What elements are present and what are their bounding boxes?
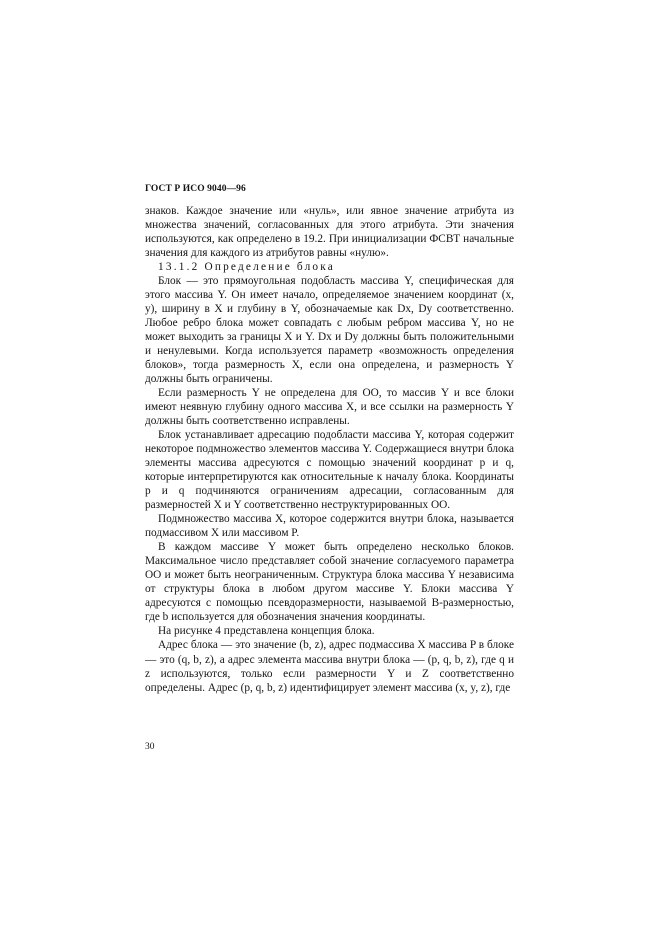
paragraph: На рисунке 4 представлена концепция блока.	[158, 625, 375, 638]
document-body	[145, 204, 514, 695]
paragraph: Если размерность Y не определена для ОО, то массив Y и все блоки имеют неявную глубину одного массива X, и все ссылки на размерность Y должны быть соответственно исправлены.	[145, 387, 514, 428]
page-number: 30	[145, 742, 155, 752]
paragraph-continuation: знаков. Каждое значение или «нуль», или явное значение атрибута из множества значений, согласованных для этого атрибута. Эти значения используются, как определено в 19.2. При инициализации ФСВТ начальные значения для каждого из атрибутов равны «нулю».	[145, 205, 514, 260]
paragraph: Блок устанавливает адресацию подобласти массива Y, которая содержит некоторое подмножество элементов массива Y. Содержащиеся внутри блока элементы массива адресуются с помощью значений координат p и q, которые интерпретируются как относительные к началу блока. Координаты p и q подчиняются ограничениям адресации, согласованным для размерностей X и Y соответственно неструктурированных ОО.	[145, 429, 514, 512]
paragraph: Адрес блока — это значение (b, z), адрес подмассива X массива P в блоке — это (q, b, z), а адрес элемента массива внутри блока — (p, q, b, z), где q и z используются, только если размерности Y и Z соответственно определены. Адрес (p, q, b, z) идентифицирует элемент массива (x, y, z), где	[145, 639, 514, 694]
section-heading: 13.1.2 Определение блока	[158, 261, 336, 274]
paragraph: Блок — это прямоугольная подобласть массива Y, специфическая для этого массива Y. Он имеет начало, определяемое значением координат (x, y), ширину в X и глубину в Y, обозначаемые как Dx, Dy соответственно. Любое ребро блока может совпадать с любым ребром массива Y, но не может выходить за границы X и Y. Dx и Dy должны быть положительными и ненулевыми. Когда используется параметр «возможность определения блоков», тогда размерность X, если она определена, и размерность Y должны быть ограничены.	[145, 275, 514, 386]
paragraph: Подмножество массива X, которое содержится внутри блока, называется подмассивом X или массивом P.	[145, 513, 514, 540]
document-header: ГОСТ Р ИСО 9040—96	[145, 184, 246, 194]
paragraph: В каждом массиве Y может быть определено несколько блоков. Максимальное число представляет собой значение согласуемого параметра ОО и может быть неограниченным. Структура блока массива Y независима от структуры блока в любом другом массиве Y. Блоки массива Y адресуются с помощью псевдоразмерности, называемой B-размерностью, где b используется для обозначения значения координаты.	[145, 541, 514, 624]
